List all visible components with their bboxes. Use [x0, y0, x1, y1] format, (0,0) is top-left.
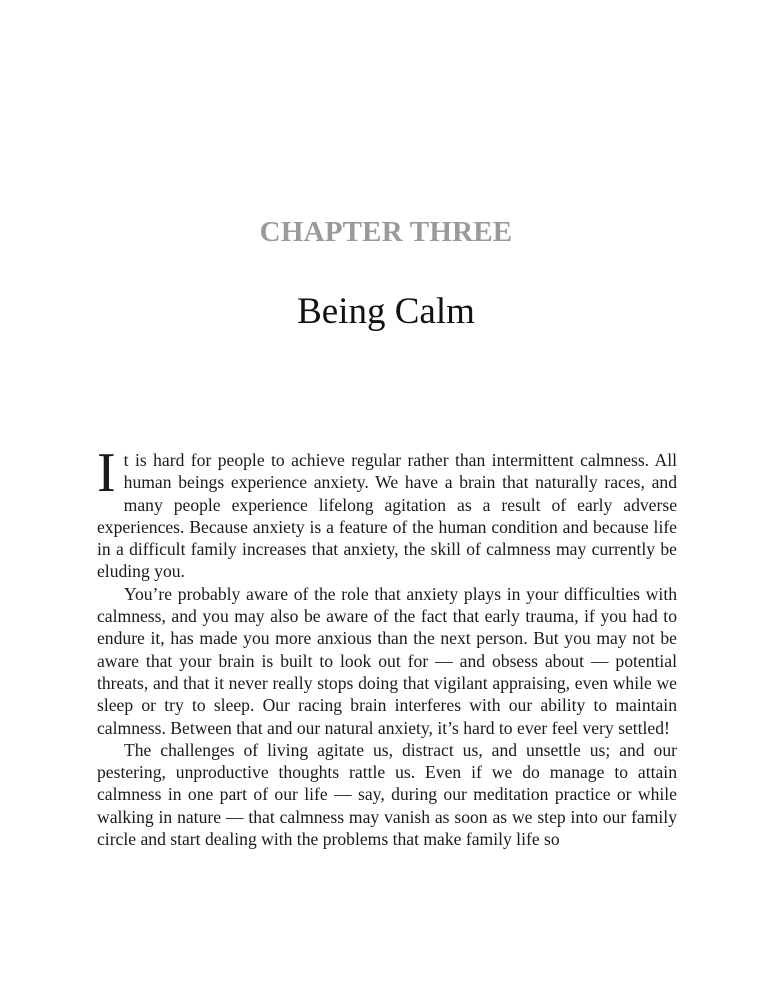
paragraph-1-text: t is hard for people to achieve regular rather than intermittent calmness. All human beings experience anxiety. We have a brain that naturally races, and many people experience lifelong agitation as a result of early adverse experiences. Because anxiety is a feature of the human condition and because life in a difficult family increases that anxiety, the skill of calmness may currently be eluding you.	[97, 450, 677, 582]
chapter-title: Being Calm	[297, 291, 475, 332]
chapter-body	[97, 442, 677, 850]
chapter-label: CHAPTER THREE	[259, 216, 513, 248]
paragraph-1	[97, 442, 677, 583]
paragraph-3: The challenges of living agitate us, distract us, and unsettle us; and our pestering, unproductive thoughts rattle us. Even if we do manage to attain calmness in one part of our life — say, during our meditation practice or while walking in nature — that calmness may vanish as soon as we step into our family circle and start dealing with the problems that make family life so	[97, 739, 677, 850]
paragraph-2: You’re probably aware of the role that anxiety plays in your difficulties with calmness, and you may also be aware of the fact that early trauma, if you had to endure it, has made you more anxious than the next person. But you may not be aware that your brain is built to look out for — and obsess about — potential threats, and that it never really stops doing that vigilant appraising, even while we sleep or try to sleep. Our racing brain interferes with our ability to maintain calmness. Between that and our natural anxiety, it’s hard to ever feel very settled!	[97, 583, 677, 738]
drop-cap: I	[97, 442, 116, 504]
